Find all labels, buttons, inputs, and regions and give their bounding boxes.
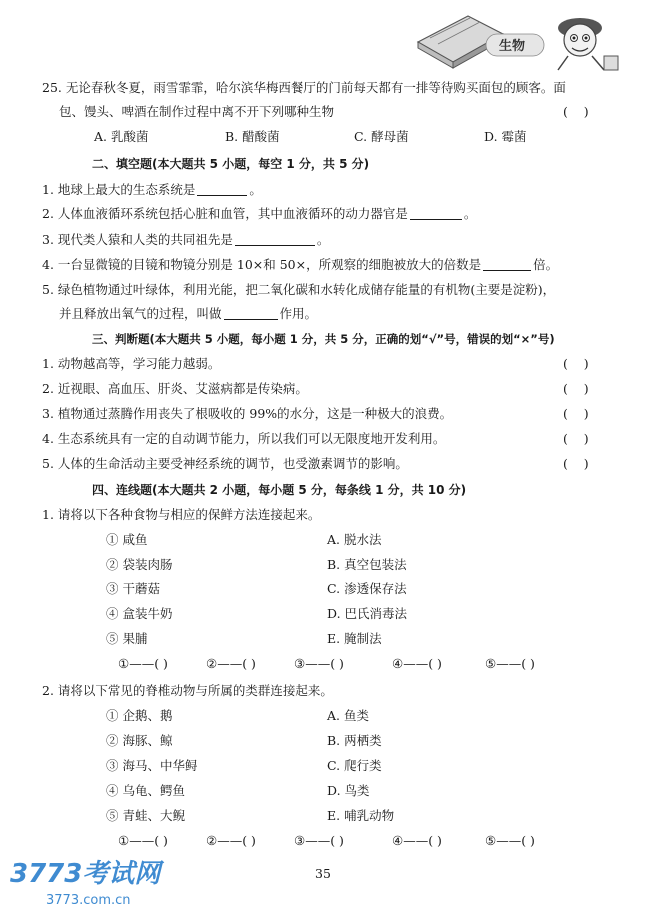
- fill-q1: 1. 地球上最大的生态系统是 。: [42, 182, 262, 197]
- q25-option-b: B. 醋酸菌: [225, 129, 280, 144]
- q25-text-line1: 25. 无论春秋冬夏，雨雪霏霏，哈尔滨华梅西餐厅的门前每天都有一排等待购买面包的顾客。面: [42, 80, 566, 95]
- fill-q4: 4. 一台显微镜的目镜和物镜分别是 10×和 50×，所观察的细胞被放大的倍数是 倍。: [42, 257, 559, 272]
- judge-item-5: 5. 人体的生命活动主要受神经系统的调节，也受激素调节的影响。: [42, 456, 408, 471]
- judge-item-4: 4. 生态系统具有一定的自动调节能力，所以我们可以无限度地开发利用。: [42, 431, 446, 446]
- match-q1-left-4: ④ 盒装牛奶: [106, 606, 173, 621]
- watermark-url: 3773.com.cn: [46, 893, 131, 908]
- match-q2-left-2: ② 海豚、鲸: [106, 733, 173, 748]
- fill-q5-line1: 5. 绿色植物通过叶绿体，利用光能，把二氧化碳和水转化成储存能量的有机物(主要是淀粉)，: [42, 282, 556, 297]
- judge-paren-4[interactable]: ( ): [563, 431, 589, 446]
- fill-q2-blank[interactable]: [410, 207, 462, 220]
- match-q2-answer-3[interactable]: ③——( ): [294, 833, 344, 848]
- judge-item-1: 1. 动物越高等，学习能力越弱。: [42, 356, 221, 371]
- fill-q2: 2. 人体血液循环系统包括心脏和血管，其中血液循环的动力器官是 。: [42, 206, 477, 221]
- match-q2-left-3: ③ 海马、中华鲟: [106, 758, 198, 773]
- section3-heading: 三、判断题(本大题共 5 小题，每小题 1 分，共 5 分，正确的划“√”号，错误的划“×”号): [92, 332, 555, 346]
- match-q1-answer-1[interactable]: ①——( ): [118, 656, 168, 671]
- fill-q3-blank[interactable]: [235, 233, 315, 246]
- match-q1-answer-4[interactable]: ④——( ): [392, 656, 442, 671]
- judge-paren-2[interactable]: ( ): [563, 381, 589, 396]
- match-q1-right-c: C. 渗透保存法: [327, 581, 407, 596]
- judge-paren-3[interactable]: ( ): [563, 406, 589, 421]
- header-illustration: [408, 4, 638, 74]
- match-q1-prompt: 1. 请将以下各种食物与相应的保鲜方法连接起来。: [42, 507, 321, 522]
- q25-option-c: C. 酵母菌: [354, 129, 409, 144]
- fill-q1-blank[interactable]: [197, 183, 247, 196]
- match-q1-right-a: A. 脱水法: [327, 532, 382, 547]
- fill-q5-blank[interactable]: [224, 307, 278, 320]
- q25-text-line2: 包、馒头、啤酒在制作过程中离不开下列哪种生物: [59, 104, 335, 119]
- match-q2-prompt: 2. 请将以下常见的脊椎动物与所属的类群连接起来。: [42, 683, 333, 698]
- q25-option-d: D. 霉菌: [484, 129, 527, 144]
- match-q1-right-b: B. 真空包装法: [327, 557, 407, 572]
- match-q2-left-1: ① 企鹅、鹅: [106, 708, 173, 723]
- match-q2-right-a: A. 鱼类: [327, 708, 369, 723]
- judge-paren-1[interactable]: ( ): [563, 356, 589, 371]
- match-q1-answer-2[interactable]: ②——( ): [206, 656, 256, 671]
- match-q2-right-d: D. 鸟类: [327, 783, 370, 798]
- cartoon-boy-icon: [558, 18, 618, 70]
- judge-item-3: 3. 植物通过蒸腾作用丧失了根吸收的 99%的水分，这是一种极大的浪费。: [42, 406, 453, 421]
- judge-item-2: 2. 近视眼、高血压、肝炎、艾滋病都是传染病。: [42, 381, 308, 396]
- q25-option-a: A. 乳酸菌: [94, 129, 149, 144]
- match-q1-right-d: D. 巴氏消毒法: [327, 606, 408, 621]
- match-q2-right-c: C. 爬行类: [327, 758, 382, 773]
- match-q1-left-5: ⑤ 果脯: [106, 631, 148, 646]
- watermark-brand: 3773考试网: [10, 859, 161, 889]
- match-q1-answer-5[interactable]: ⑤——( ): [485, 656, 535, 671]
- watermark-logo: [6, 852, 176, 910]
- page-number: 35: [315, 866, 331, 881]
- fill-q5-line2: 并且释放出氧气的过程，叫做 作用。: [59, 306, 318, 321]
- match-q2-answer-2[interactable]: ②——( ): [206, 833, 256, 848]
- match-q1-left-3: ③ 干蘑菇: [106, 581, 160, 596]
- match-q2-left-4: ④ 乌龟、鳄鱼: [106, 783, 185, 798]
- match-q1-left-1: ① 咸鱼: [106, 532, 148, 547]
- fill-q3: 3. 现代类人猿和人类的共同祖先是 。: [42, 232, 330, 247]
- section2-heading: 二、填空题(本大题共 5 小题，每空 1 分，共 5 分): [92, 157, 370, 171]
- fill-q4-blank[interactable]: [483, 258, 531, 271]
- section4-heading: 四、连线题(本大题共 2 小题，每小题 5 分，每条线 1 分，共 10 分): [92, 483, 467, 497]
- match-q2-answer-5[interactable]: ⑤——( ): [485, 833, 535, 848]
- match-q2-right-b: B. 两栖类: [327, 733, 382, 748]
- match-q2-left-5: ⑤ 青蛙、大鲵: [106, 808, 185, 823]
- match-q2-right-e: E. 哺乳动物: [327, 808, 395, 823]
- match-q1-left-2: ② 袋装肉肠: [106, 557, 173, 572]
- q25-answer-paren: ( ): [563, 104, 589, 119]
- subject-label: 生物: [499, 39, 526, 54]
- match-q1-right-e: E. 腌制法: [327, 631, 382, 646]
- judge-paren-5[interactable]: ( ): [563, 456, 589, 471]
- match-q1-answer-3[interactable]: ③——( ): [294, 656, 344, 671]
- match-q2-answer-1[interactable]: ①——( ): [118, 833, 168, 848]
- match-q2-answer-4[interactable]: ④——( ): [392, 833, 442, 848]
